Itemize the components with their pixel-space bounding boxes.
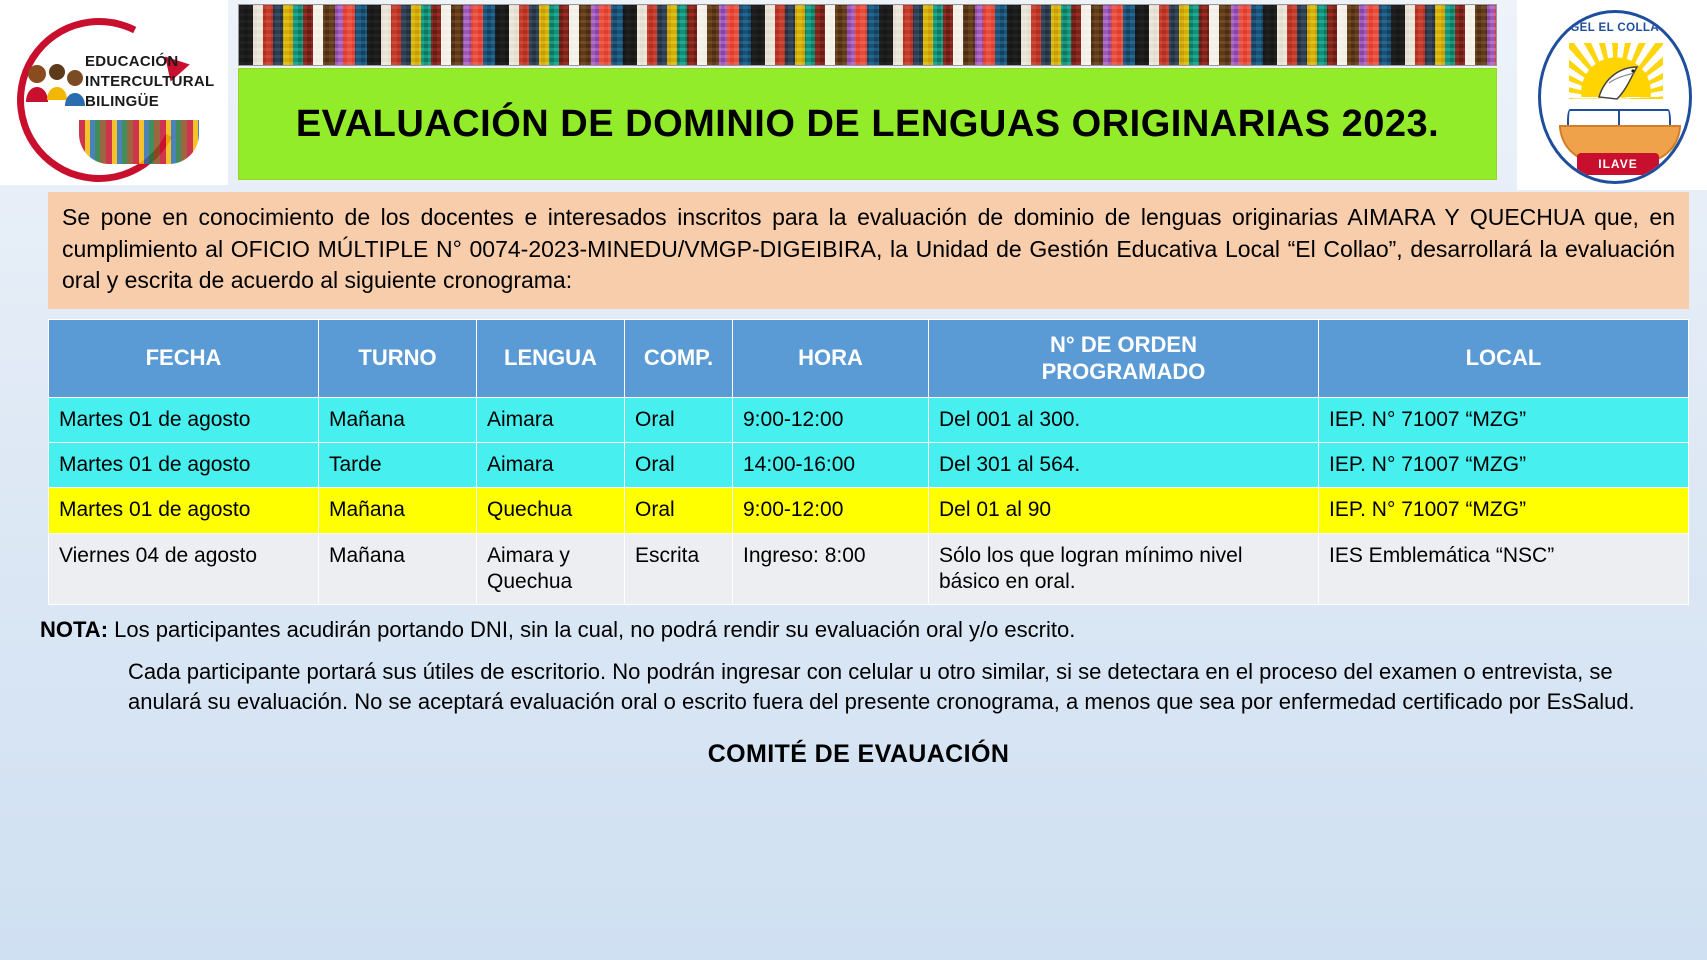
cell-lengua: Quechua <box>477 488 625 533</box>
eib-line-2: INTERCULTURAL <box>85 72 215 90</box>
eib-line-1: EDUCACIÓN <box>85 52 179 70</box>
column-header-local: LOCAL <box>1319 320 1689 398</box>
cell-fecha: Martes 01 de agosto <box>49 397 319 442</box>
cell-orden: Del 001 al 300. <box>929 397 1319 442</box>
cell-hora: Ingreso: 8:00 <box>733 533 929 605</box>
column-header-orden-line2: PROGRAMADO <box>1041 358 1206 384</box>
note-label: NOTA: <box>40 617 109 643</box>
logo-oval-frame <box>1538 10 1692 184</box>
title-banner <box>238 68 1497 180</box>
table-header-row <box>49 320 1689 398</box>
cell-comp: Escrita <box>625 533 733 605</box>
cell-fecha: Viernes 04 de agosto <box>49 533 319 605</box>
cell-hora: 9:00-12:00 <box>733 397 929 442</box>
banner <box>228 0 1517 190</box>
column-header-orden-line1: N° DE ORDEN <box>1050 332 1197 358</box>
cell-local: IEP. N° 71007 “MZG” <box>1319 488 1689 533</box>
cell-fecha: Martes 01 de agosto <box>49 488 319 533</box>
note-text: Los participantes acudirán portando DNI, sin la cual, no podrá rendir su evaluación oral y/o escrito. <box>108 617 1076 643</box>
ugel-logo <box>1517 0 1707 190</box>
cell-orden: Del 01 al 90 <box>929 488 1319 533</box>
eib-logo <box>0 0 228 185</box>
andean-textile-strip <box>238 4 1497 66</box>
people-icon <box>23 60 89 122</box>
cell-local: IES Emblemática “NSC” <box>1319 533 1689 605</box>
column-header-orden <box>929 320 1319 398</box>
cell-turno: Mañana <box>319 488 477 533</box>
ugel-logo-text: UGEL EL COLLAO <box>1561 21 1669 34</box>
bird-icon <box>1593 61 1645 105</box>
cell-turno: Mañana <box>319 397 477 442</box>
cell-comp: Oral <box>625 397 733 442</box>
table-row <box>49 533 1689 605</box>
eib-logo-text <box>85 52 214 113</box>
table-row <box>49 488 1689 533</box>
note-paragraph: Cada participante portará sus útiles de escritorio. No podrán ingresar con celular u otro similar, si se detectara en el proceso del examen o entrevista, se anulará su evaluación. No se aceptará evaluación oral o escrito fuera del presente cronograma, a menos que sea por enfermedad certificado por EsSalud. <box>128 658 1635 714</box>
column-header-hora: HORA <box>733 320 929 398</box>
column-header-turno: TURNO <box>319 320 477 398</box>
column-header-lengua: LENGUA <box>477 320 625 398</box>
textile-decoration <box>79 120 199 164</box>
cell-local: IEP. N° 71007 “MZG” <box>1319 443 1689 488</box>
cell-comp: Oral <box>625 488 733 533</box>
cell-local: IEP. N° 71007 “MZG” <box>1319 397 1689 442</box>
cell-orden: Del 301 al 564. <box>929 443 1319 488</box>
column-header-fecha: FECHA <box>49 320 319 398</box>
cell-hora: 9:00-12:00 <box>733 488 929 533</box>
cell-fecha: Martes 01 de agosto <box>49 443 319 488</box>
table-row <box>49 397 1689 442</box>
cell-turno: Mañana <box>319 533 477 605</box>
cell-lengua: Aimara <box>477 397 625 442</box>
schedule-table <box>48 319 1689 605</box>
notes-section <box>40 615 1677 772</box>
cell-comp: Oral <box>625 443 733 488</box>
intro-paragraph: Se pone en conocimiento de los docentes e interesados inscritos para la evaluación de dominio de lenguas originarias AIMARA Y QUECHUA que, en cumplimiento al OFICIO MÚLTIPLE N° 0074-2023-MINEDU/VMGP-DIGEIBIRA, la Unidad de Gestión Educativa Local “El Collao”, desarrollará la evaluación oral y escrita de acuerdo al siguiente cronograma: <box>48 192 1689 309</box>
poster-header <box>0 0 1707 190</box>
cell-lengua: Aimara <box>477 443 625 488</box>
column-header-comp: COMP. <box>625 320 733 398</box>
cell-turno: Tarde <box>319 443 477 488</box>
committee-signature: COMITÉ DE EVAUACIÓN <box>707 740 1010 769</box>
note-line <box>40 615 1677 645</box>
table-row <box>49 443 1689 488</box>
page-title: EVALUACIÓN DE DOMINIO DE LENGUAS ORIGINARIAS 2023. <box>295 102 1440 145</box>
eib-line-3: BILINGÜE <box>85 93 160 110</box>
cell-lengua: Aimara y Quechua <box>477 533 625 605</box>
cell-orden: Sólo los que logran mínimo nivel básico en oral. <box>929 533 1319 605</box>
cell-hora: 14:00-16:00 <box>733 443 929 488</box>
ugel-ribbon-label: ILAVE <box>1577 153 1659 175</box>
